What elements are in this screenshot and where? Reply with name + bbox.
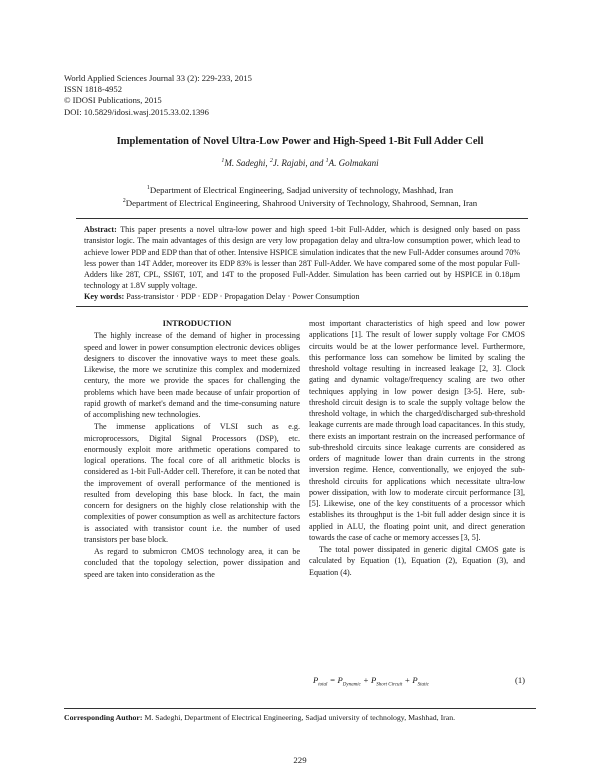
journal-header	[64, 73, 252, 118]
corresponding-text: M. Sadeghi, Department of Electrical Engineering, Sadjad university of technology, Mashhad, Iran.	[144, 713, 456, 722]
affiliation-2	[40, 197, 560, 210]
affiliation-2-mark: 2	[122, 197, 126, 204]
affiliation-1	[40, 184, 560, 197]
author-1-affil: 1	[221, 158, 225, 164]
equation-1-number: (1)	[514, 675, 525, 685]
abstract	[84, 224, 520, 292]
equation-1-expression: $P_{total} = P_{Dynamic} + P_{Short Circuit} + P_{Static}$	[313, 675, 430, 688]
author-3-affil: 1	[325, 158, 329, 164]
abstract-bottom-rule	[76, 306, 528, 307]
affiliation-1-mark: 1	[146, 185, 150, 192]
affiliations	[40, 184, 560, 209]
left-column	[84, 318, 300, 580]
corresponding-label: Corresponding Author:	[64, 713, 143, 722]
copyright: © IDOSI Publications, 2015	[64, 95, 162, 106]
affiliation-1-text: Department of Electrical Engineering, Sadjad university of technology, Mashhad, Iran	[149, 185, 454, 195]
footnote-rule	[64, 708, 536, 709]
intro-paragraph-5: The total power dissipated in generic digital CMOS gate is calculated by Equation (1), Equation (2), Equation (3), and Equation (4).	[309, 545, 525, 577]
abstract-text: This paper presents a novel ultra-low power and high speed 1-bit Full-Adder, which is designed only based on pass transistor logic. The main advantages of this design are very low propagation delay and ultra-low consumption power, which lead to achieve lower PDP and EDP than that of other. Intensive HSPICE simulation indicates that the new Full-Adder consumes around 70% less power than 14T Adder, moreover its EDP 83% is lesser than 28T Full-Adder. We have compared some of the most popular Full-Adders like 28T, CPL, SSI6T, 10T, and 14T to the proposed Full-Adder. Simulation has been carried out by HSPICE in 0.18μm technology at 1.8V supply voltage.	[84, 225, 520, 291]
keywords-text: Pass-transistor · PDP · EDP · Propagation Delay · Power Consumption	[126, 292, 360, 301]
page-number: 229	[293, 755, 307, 765]
corresponding-author	[64, 713, 536, 722]
author-2: J. Rajabi, and	[272, 158, 324, 168]
keywords-label: Key words:	[84, 292, 125, 301]
doi: DOI: 10.5829/idosi.wasj.2015.33.02.1396	[64, 106, 209, 117]
author-1: M. Sadeghi,	[224, 158, 268, 168]
author-list	[40, 158, 560, 168]
keywords	[84, 292, 520, 301]
intro-paragraph-2: The immense applications of VLSI such as e.g. microprocessors, Digital Signal Processors (DSP), etc. enormously exploit more arithmetic operations compared to logical operations. The focal core of all arithmetic blocks is considered as 1-bit Full-Adder cell. Therefore, it can be noted that the improvement of overall performance of the mentioned is resulted from developing this base block. In fact, the main concern for designers on the highly close relationship with the complexities of power consumption as well as architecture factors is associated with transistor count i.e. the number of used transistors per base block.	[84, 422, 300, 544]
journal-citation: World Applied Sciences Journal 33 (2): 229-233, 2015	[64, 73, 252, 83]
intro-paragraph-1: The highly increase of the demand of higher in processing speed and lower in power consumption electronic devices obliges designers to discover the innovative ways to meet these goals. Likewise, the more we scrutinize this complex and modernized century, the more we provide the spaces for challenging the problems which have been made because of unfair proportion of rapid growth of market's demand and the time-consuming nature of accomplishing new technologies.	[84, 331, 300, 419]
author-2-affil: 2	[269, 158, 273, 164]
intro-paragraph-3: As regard to submicron CMOS technology area, it can be concluded that the topology selection, power dissipation and speed are taken into consideration as the	[84, 547, 300, 579]
abstract-top-rule	[76, 218, 528, 219]
issn: ISSN 1818-4952	[64, 84, 123, 95]
author-3: A. Golmakani	[328, 158, 379, 168]
section-title-introduction: INTRODUCTION	[162, 318, 232, 328]
equation-1	[309, 675, 525, 689]
right-column	[309, 318, 525, 578]
affiliation-2-text: Department of Electrical Engineering, Shahrood University of Technology, Shahrood, Semnan, Iran	[125, 197, 478, 208]
paper-title: Implementation of Novel Ultra-Low Power and High-Speed 1-Bit Full Adder Cell	[116, 136, 484, 147]
intro-paragraph-4: most important characteristics of high speed and low power applications [1]. The result of lower supply voltage For CMOS circuits would be at the lower performance level. Furthermore, this performance loss can somehow be limited by scaling the threshold voltage resulting in increased leakage [2, 3]. Clock gating and dynamic voltage/frequency scaling are two other techniques applying in low power design [3-5]. Here, sub-threshold circuit design is to scale the supply voltage below the threshold voltage, in which the charged/discharged sub-threshold leakage currents are made through load capacitances. In this study, there exists an important restrain on the increased performance of sub-threshold circuits since leakage currents are considered as orders of magnitude lower than drain currents in the strong inversion regime. Hence, conventionally, we enjoyed the sub-threshold circuits for applications which necessitate ultra-low power dissipation, with low to moderate circuit performance [3], [5]. Likewise, one of the key constituents of a processor which establishes its throughput is the 1-bit full adder design since it is applied in ALU, the floating point unit, and direct generation towards the case of cache or memory accesses [3, 5].	[309, 319, 525, 542]
abstract-label: Abstract:	[84, 225, 117, 234]
